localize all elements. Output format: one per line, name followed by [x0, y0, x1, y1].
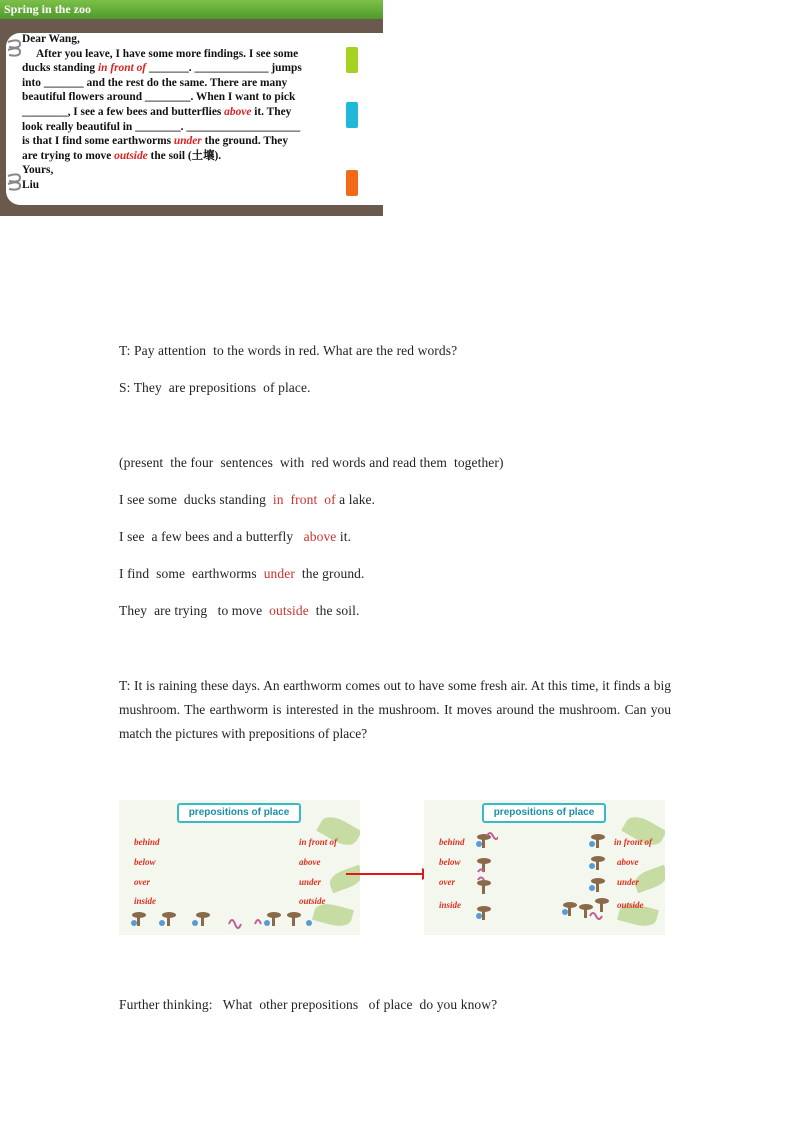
mushroom-worm-pictures-icon[interactable] — [129, 908, 349, 930]
further-thinking: Further thinking: What other prepositions of place do you know? — [119, 997, 498, 1012]
letter-greeting: Dear Wang, — [22, 33, 80, 45]
example-sentence-3: I find some earthworms under the ground. — [119, 566, 365, 581]
label-above[interactable]: above — [617, 857, 639, 867]
letter-line: look really beautiful in ________. ____________________ — [22, 120, 301, 133]
red-preposition: above — [224, 105, 252, 118]
label-outside[interactable]: outside — [299, 896, 326, 906]
red-preposition: under — [263, 566, 295, 581]
task-paragraph: T: It is raining these days. An earthworm comes out to have some fresh air. At this time, it finds a big mushroom. The earthworm is interested in the mushroom. It moves around the mushroom. Can you match the pictures with prepositions of place? — [119, 678, 671, 741]
letter-line: ducks standing in front of _______. _____________ jumps — [22, 62, 302, 75]
present-instruction: (present the four sentences with red words and read them together) — [119, 455, 504, 470]
mushroom-worm-matched-right-icon — [562, 832, 614, 927]
arrow-right-icon — [346, 866, 434, 882]
label-over[interactable]: over — [134, 877, 150, 887]
red-preposition: in front of — [97, 62, 147, 75]
label-inside[interactable]: inside — [134, 896, 157, 906]
letter-text — [22, 32, 352, 193]
letter-closing: Yours, — [22, 164, 54, 177]
prepositions-slide-before — [119, 800, 360, 935]
red-preposition: under — [173, 135, 202, 148]
label-over[interactable]: over — [439, 877, 455, 887]
letter-line: ________, I see a few bees and butterflies above it. They — [22, 105, 292, 118]
red-preposition: outside — [114, 149, 148, 162]
example-sentence-2: I see a few bees and a butterfly above it. — [119, 529, 352, 544]
teacher-question: T: Pay attention to the words in red. What are the red words? — [119, 343, 458, 358]
red-preposition: above — [303, 529, 337, 544]
letter-line: beautiful flowers around ________. When I want to pick — [22, 91, 296, 104]
letter-signature: Liu — [22, 178, 40, 191]
label-below[interactable]: below — [439, 857, 461, 867]
example-sentence-1: I see some ducks standing in front of a lake. — [119, 492, 376, 507]
label-in-front-of[interactable]: in front of — [299, 837, 338, 847]
label-in-front-of[interactable]: in front of — [614, 837, 653, 847]
label-under[interactable]: under — [617, 877, 640, 887]
red-preposition: outside — [269, 603, 309, 618]
student-answer: S: They are prepositions of place. — [119, 380, 311, 395]
slide-title: Spring in the zoo — [0, 0, 383, 19]
label-above[interactable]: above — [299, 857, 321, 867]
red-preposition: in front of — [272, 492, 336, 507]
label-outside[interactable]: outside — [617, 900, 644, 910]
label-behind[interactable]: behind — [134, 837, 160, 847]
letter-line: are trying to move outside the soil (土壤). — [22, 149, 222, 162]
example-sentence-4: They are trying to move outside the soil. — [119, 603, 360, 618]
prepositions-slide-after — [424, 800, 665, 935]
mushroom-worm-matched-left-icon — [474, 832, 498, 927]
spring-in-the-zoo-slide — [0, 0, 383, 216]
label-below[interactable]: below — [134, 857, 156, 867]
label-under[interactable]: under — [299, 877, 322, 887]
letter-line: is that I find some earthworms under the ground. They — [22, 135, 289, 148]
label-behind[interactable]: behind — [439, 837, 465, 847]
letter-line: into _______ and the rest do the same. There are many — [22, 76, 288, 89]
letter-line: After you leave, I have some more findings. I see some — [36, 47, 299, 60]
label-inside[interactable]: inside — [439, 900, 462, 910]
slide-banner: prepositions of place — [177, 803, 301, 823]
slide-banner: prepositions of place — [482, 803, 606, 823]
